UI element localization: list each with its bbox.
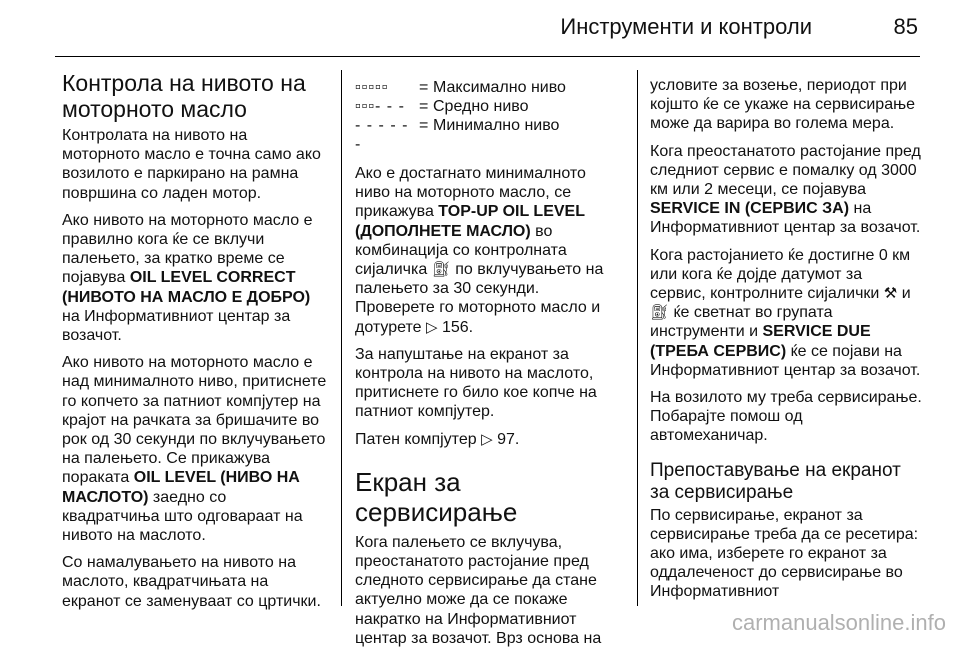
legend-row: - - - - - - = Минимално ниво — [355, 117, 560, 153]
legend-symbol: ▫▫▫- - - — [355, 98, 405, 115]
paragraph — [355, 298, 623, 336]
text: Патен компјутер — [355, 430, 482, 448]
paragraph: По сервисирање, екранот за сервисирање треба да се ресетира: ако има, изберете го екранот за оддалеченост до сервисирање во Информативниот — [650, 506, 919, 601]
column-2 — [355, 78, 623, 656]
page-reference: 97. — [497, 430, 520, 448]
text: и — [897, 285, 911, 303]
section-heading-service-display: Екран за сервисирање — [355, 466, 518, 527]
text: Ако нивото на моторното масло е над минималното ниво, притиснете го копчето за патниот компјутер на крајот на рачката за бришачите во рок од 30 секунди по вклучувањето на палењето. Се прикажува пораката — [62, 354, 327, 487]
legend-row: ▫▫▫- - - = Средно ниво — [355, 98, 529, 115]
page-reference-icon: ▷ — [425, 318, 438, 336]
text: на Информативниот центар за возачот. — [62, 307, 291, 345]
paragraph: Контролата на нивото на моторното масло е точна само ако возилото е паркирано на рамна површина со ладен мотор. — [62, 127, 321, 202]
paragraph: За напуштање на екранот за контрола на нивото на маслото, притиснете го било кое копче на патниот компјутер. — [355, 345, 597, 421]
text: Ако е достагнато минималното ниво на моторното масло, се прикажува — [355, 165, 586, 221]
text: Кога растојанието ќе достигне 0 км или кога ќе дојде датумот за сервис, контролните сијалички — [650, 246, 911, 303]
legend-text: Минимално ниво — [433, 117, 560, 134]
paragraph: условите за возење, периодот при којшто ќе се укаже на сервисирање може да варира во голема мера. — [650, 77, 915, 133]
oil-can-icon: ⛽︎ — [650, 304, 670, 322]
paragraph: На возилото му треба сервисирање. Побарајте помош од автомеханичар. — [650, 389, 922, 445]
oil-can-icon: ⛽︎ — [431, 261, 451, 279]
paragraph — [650, 246, 922, 380]
paragraph: Кога палењето се вклучува, преостанатото растојание пред следното сервисирање да стане актуелно може да се покаже накратко на Информативниот центар за возачот. Врз основа на — [355, 533, 602, 647]
paragraph — [355, 164, 623, 298]
message-text: SERVICE IN (СЕРВИС ЗА) — [650, 200, 850, 218]
legend-text: Максимално ниво — [433, 79, 566, 96]
column-divider-2 — [637, 70, 638, 606]
text: Проверете го моторното масло и дотурете — [355, 299, 601, 336]
message-text: SERVICE DUE (ТРЕБА СЕРВИС) — [650, 323, 871, 360]
legend-symbol: ▫▫▫▫▫ — [355, 79, 389, 96]
legend-row: ▫▫▫▫▫ = Максимално ниво — [355, 79, 566, 96]
oil-level-legend — [355, 78, 623, 154]
column-1 — [62, 70, 328, 619]
page-reference-icon: ▷ — [481, 430, 493, 448]
column-divider-1 — [341, 70, 342, 606]
section-heading-oil-level: Контрола на нивото на моторното масло — [62, 70, 306, 122]
section-heading-service-reset: Препоставување на екранот за сервисирање — [650, 459, 901, 503]
text: по вклучувањето на палењето за 30 секунди. — [355, 261, 604, 298]
text: на Информативниот центар за возачот. — [650, 200, 921, 237]
page-number: 85 — [893, 14, 918, 39]
message-text: TOP-UP OIL LEVEL (ДОПОЛНЕТЕ МАСЛО) — [355, 203, 585, 240]
paragraph: Со намалувањето на нивото на маслото, квадратчињата на екранот се заменуваат со цртички. — [62, 554, 321, 610]
paragraph — [62, 353, 328, 545]
header-rule — [55, 56, 920, 57]
page-header-title: Инструменти и контроли — [560, 14, 812, 39]
text: ќе светнат во групата инструменти и — [650, 304, 833, 341]
legend-text: Средно ниво — [433, 98, 529, 115]
text: во комбинација со контролната сијаличка — [355, 222, 567, 279]
watermark: carmanualsonline.info — [731, 610, 946, 635]
page-reference: 156. — [441, 318, 474, 336]
paragraph — [62, 211, 328, 345]
column-3 — [650, 76, 922, 610]
service-wrench-icon: ⚒ — [883, 285, 898, 303]
text: Кога преостанатото растојание пред следниот сервис е помалку од 3000 км или 2 месеци, се појавува — [650, 142, 921, 199]
message-text: OIL LEVEL (НИВО НА МАСЛОТО) — [62, 469, 300, 506]
text: ќе се појави на Информативниот центар за возачот. — [650, 342, 921, 379]
message-text: OIL LEVEL CORRECT (НИВОТО НА МАСЛО Е ДОБРО) — [62, 269, 311, 306]
paragraph — [355, 430, 623, 449]
paragraph — [650, 142, 922, 238]
text: заедно со квадратчиња што одговараат на нивото на маслото. — [62, 488, 303, 545]
text: Ако нивото на моторното масло е правилно кога ќе се вклучи палењето, за кратко време се појавува — [62, 211, 313, 287]
legend-symbol: - - - - - - — [355, 117, 409, 153]
